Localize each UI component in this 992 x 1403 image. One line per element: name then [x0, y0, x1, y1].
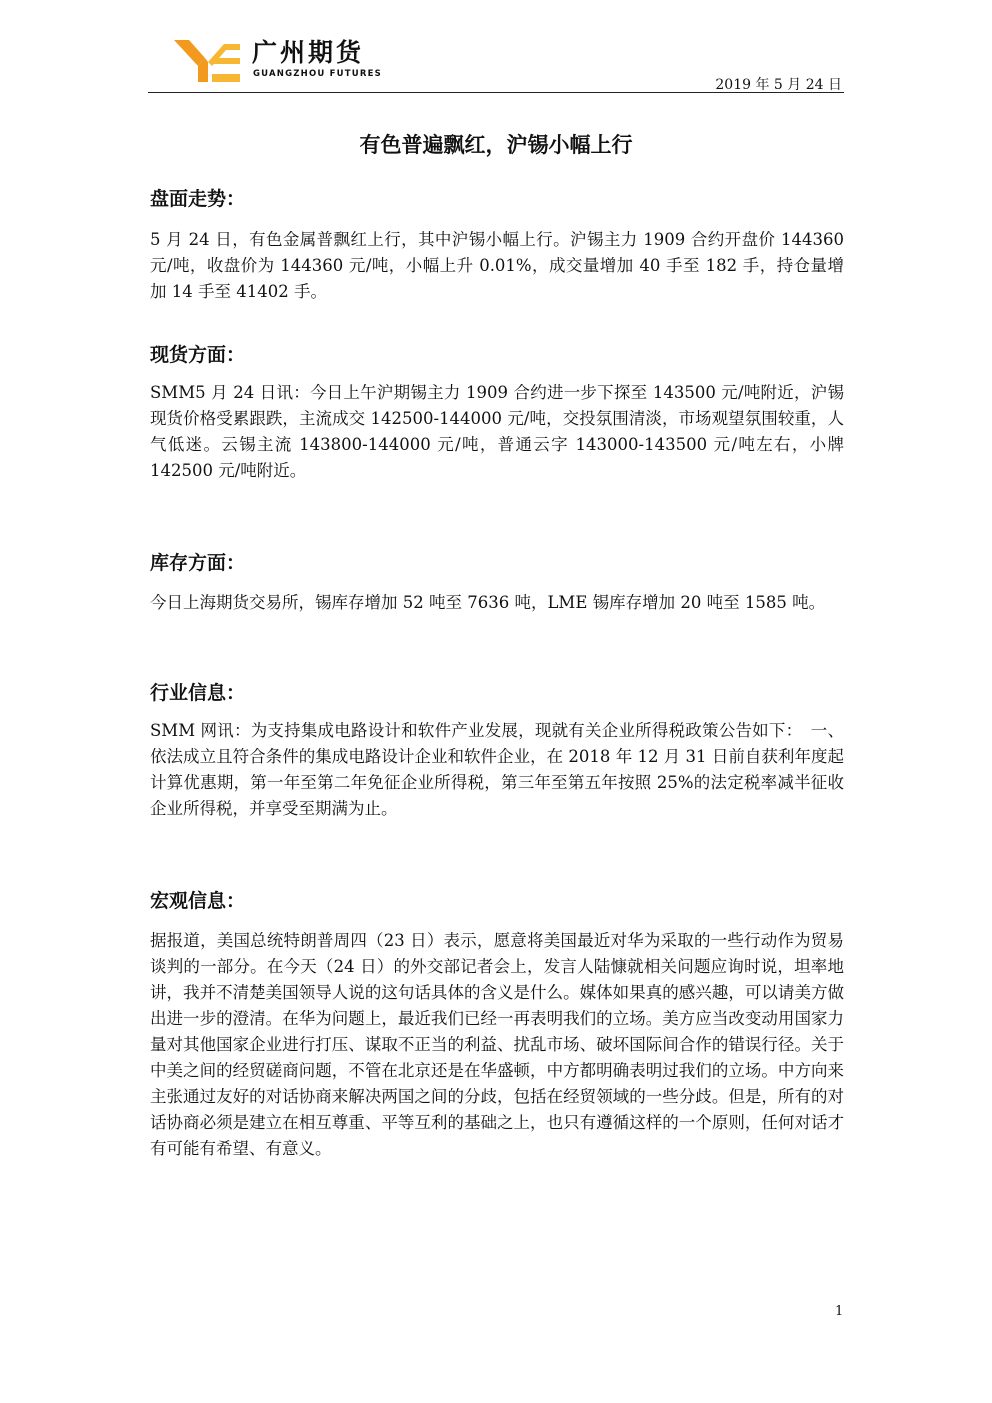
header-divider — [148, 92, 844, 93]
section-body-spot: SMM5 月 24 日讯：今日上午沪期锡主力 1909 合约进一步下探至 143500 元/吨附近，沪锡现货价格受累跟跌，主流成交 142500-144000 元/吨，交投氛围清淡，市场观望氛围较重，人气低迷。云锡主流 143800-144000 元/吨，普通云字 143000-143500 元/吨左右，小牌 142500 元/吨附近。 — [150, 383, 844, 480]
report-title: 有色普遍飘红，沪锡小幅上行 — [359, 133, 633, 157]
section-heading-industry: 行业信息： — [150, 682, 246, 704]
section-heading-inventory: 库存方面： — [150, 552, 246, 574]
section-heading-spot: 现货方面： — [150, 344, 246, 366]
logo-english-name: GUANGZHOU FUTURES — [253, 69, 382, 79]
section-heading-macro: 宏观信息： — [150, 890, 246, 912]
section-body-macro: 据报道，美国总统特朗普周四（23 日）表示，愿意将美国最近对华为采取的一些行动作为贸易谈判的一部分。在今天（24 日）的外交部记者会上，发言人陆慷就相关问题应询时说，坦率地讲，我并不清楚美国领导人说的这句话具体的含义是什么。媒体如果真的感兴趣，可以请美方做出进一步的澄清。在华为问题上，最近我们已经一再表明我们的立场。美方应当改变动用国家力量对其他国家企业进行打压、谋取不正当的利益、扰乱市场、破坏国际间合作的错误行径。关于中美之间的经贸磋商问题，不管在北京还是在华盛顿，中方都明确表明过我们的立场。中方向来主张通过友好的对话协商来解决两国之间的分歧，包括在经贸领域的一些分歧。但是，所有的对话协商必须是建立在相互尊重、平等互利的基础之上，也只有遵循这样的一个原则，任何对话才有可能有希望、有意义。 — [150, 931, 844, 1158]
section-body-inventory: 今日上海期货交易所，锡库存增加 52 吨至 7636 吨，LME 锡库存增加 20 吨至 1585 吨。 — [150, 593, 826, 612]
logo-chinese-name: 广州期货 — [252, 38, 365, 67]
section-heading-market-trend: 盘面走势： — [150, 188, 246, 210]
report-date: 2019 年 5 月 24 日 — [715, 77, 842, 93]
section-body-industry: SMM 网讯：为支持集成电路设计和软件产业发展，现就有关企业所得税政策公告如下： 一、依法成立且符合条件的集成电路设计企业和软件企业，在 2018 年 12 月 31 日前自获利年度起计算优惠期，第一年至第二年免征企业所得税，第三年至第五年按照 25%的法定税率减半征收企业所得税，并享受至期满为止。 — [150, 721, 844, 818]
guangzhou-futures-logo-icon — [172, 38, 244, 84]
page-number: 1 — [835, 1304, 844, 1319]
company-logo — [172, 38, 382, 84]
section-body-market-trend: 5 月 24 日，有色金属普飘红上行，其中沪锡小幅上行。沪锡主力 1909 合约开盘价 144360 元/吨，收盘价为 144360 元/吨，小幅上升 0.01%，成交量增加 40 手至 182 手，持仓量增加 14 手至 41402 手。 — [150, 230, 844, 301]
